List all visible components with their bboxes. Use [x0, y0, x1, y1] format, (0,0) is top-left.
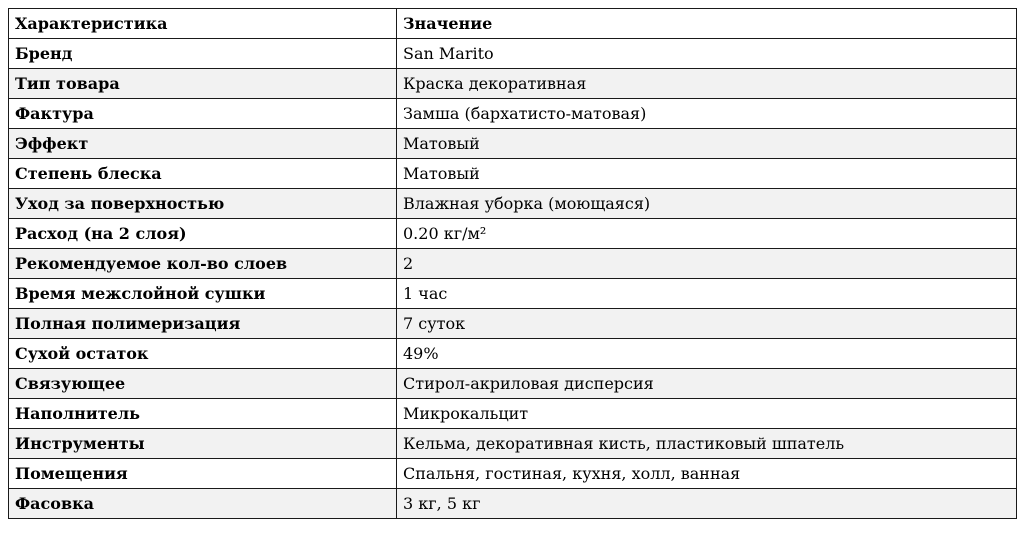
row-key: Степень блеска	[9, 159, 397, 189]
table-row	[9, 279, 1017, 309]
header-value: Значение	[397, 9, 1017, 39]
row-value: 7 суток	[397, 309, 1017, 339]
row-key: Фактура	[9, 99, 397, 129]
row-key: Связующее	[9, 369, 397, 399]
row-value: Спальня, гостиная, кухня, холл, ванная	[397, 459, 1017, 489]
row-key: Эффект	[9, 129, 397, 159]
row-value: Микрокальцит	[397, 399, 1017, 429]
row-key: Помещения	[9, 459, 397, 489]
row-value: 0.20 кг/м²	[397, 219, 1017, 249]
row-value: 1 час	[397, 279, 1017, 309]
row-key: Уход за поверхностью	[9, 189, 397, 219]
table-row	[9, 159, 1017, 189]
table-header-row	[9, 9, 1017, 39]
table-row	[9, 489, 1017, 519]
row-value: Матовый	[397, 159, 1017, 189]
table-row	[9, 339, 1017, 369]
row-value: San Marito	[397, 39, 1017, 69]
row-value: Влажная уборка (моющаяся)	[397, 189, 1017, 219]
row-value: 49%	[397, 339, 1017, 369]
row-value: Краска декоративная	[397, 69, 1017, 99]
row-key: Тип товара	[9, 69, 397, 99]
row-value: Замша (бархатисто-матовая)	[397, 99, 1017, 129]
row-key: Расход (на 2 слоя)	[9, 219, 397, 249]
table-row	[9, 129, 1017, 159]
row-key: Полная полимеризация	[9, 309, 397, 339]
row-key: Инструменты	[9, 429, 397, 459]
table-row	[9, 249, 1017, 279]
row-value: Кельма, декоративная кисть, пластиковый шпатель	[397, 429, 1017, 459]
table-row	[9, 369, 1017, 399]
row-key: Время межслойной сушки	[9, 279, 397, 309]
table-row	[9, 219, 1017, 249]
table-row	[9, 429, 1017, 459]
table-row	[9, 459, 1017, 489]
table-row	[9, 309, 1017, 339]
row-key: Рекомендуемое кол-во слоев	[9, 249, 397, 279]
table-row	[9, 69, 1017, 99]
table-row	[9, 39, 1017, 69]
row-value: 3 кг, 5 кг	[397, 489, 1017, 519]
row-value: Матовый	[397, 129, 1017, 159]
row-value: Стирол-акриловая дисперсия	[397, 369, 1017, 399]
row-key: Наполнитель	[9, 399, 397, 429]
row-value: 2	[397, 249, 1017, 279]
table-row	[9, 99, 1017, 129]
header-characteristic: Характеристика	[9, 9, 397, 39]
row-key: Бренд	[9, 39, 397, 69]
table-row	[9, 189, 1017, 219]
row-key: Сухой остаток	[9, 339, 397, 369]
row-key: Фасовка	[9, 489, 397, 519]
table-row	[9, 399, 1017, 429]
spec-table	[8, 8, 1017, 519]
